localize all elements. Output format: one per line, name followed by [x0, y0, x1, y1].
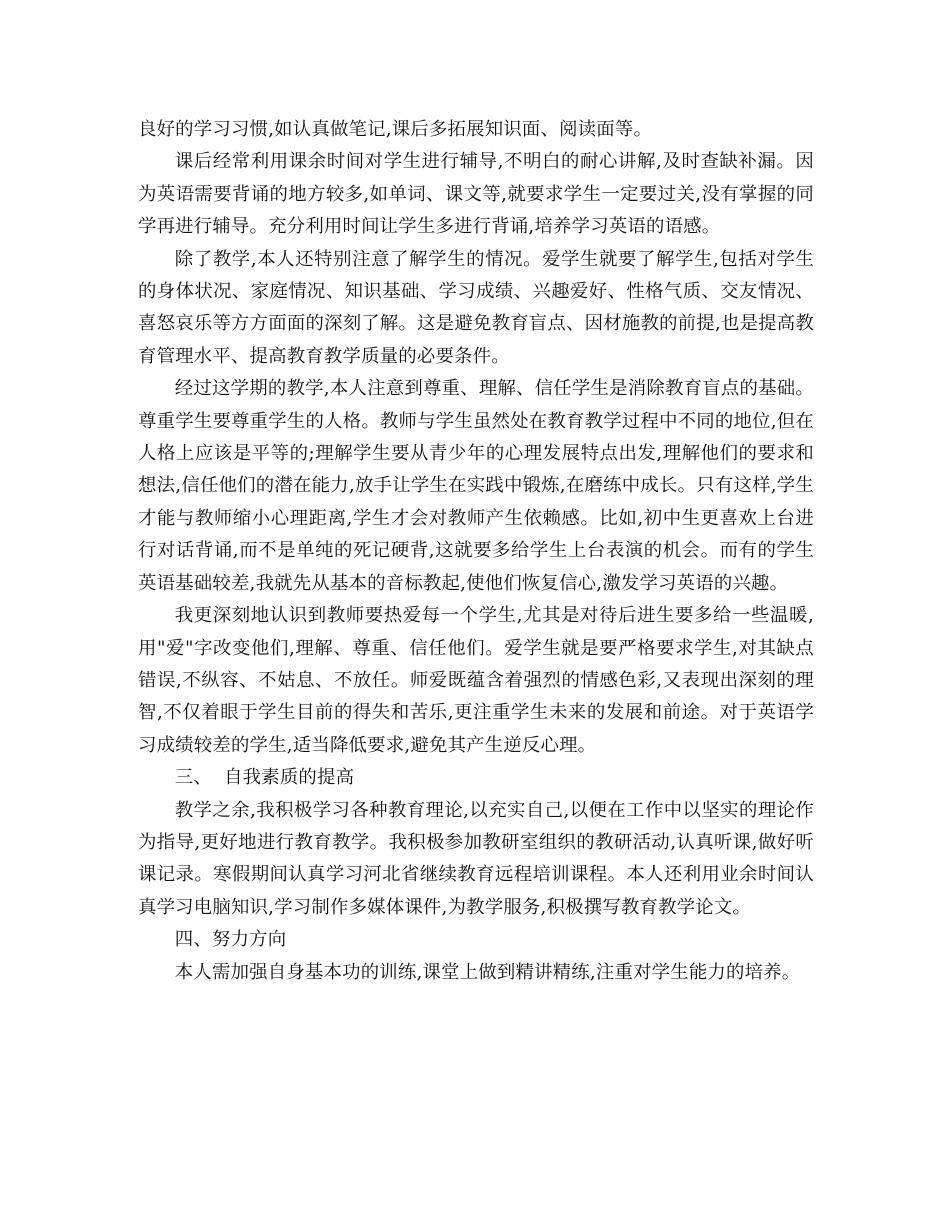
section-heading-self-improvement: 三、 自我素质的提高	[174, 767, 355, 789]
paragraph-direction: 本人需加强自身基本功的训练,课堂上做到精讲精练,注重对学生能力的培养。	[174, 961, 801, 983]
document-page	[138, 114, 814, 989]
section-heading-direction: 四、努力方向	[174, 929, 287, 951]
paragraph-love-students: 我更深刻地认识到教师要热爱每一个学生,尤其是对待后进生要多给一些温暖,用"爱"字改变他们,理解、尊重、信任他们。爱学生就是要严格要求学生,对其缺点错误,不纵容、不姑息、不放任。师爱既蕴含着强烈的情感色彩,又表现出深刻的理智,不仅着眼于学生目前的得失和苦乐,更注重学生未来的发展和前途。对于英语学习成绩较差的学生,适当降低要求,避免其产生逆反心理。	[138, 605, 814, 756]
paragraph-understanding-students: 除了教学,本人还特别注意了解学生的情况。爱学生就要了解学生,包括对学生的身体状况、家庭情况、知识基础、学习成绩、兴趣爱好、性格气质、交友情况、喜怒哀乐等方方面面的深刻了解。这是避免教育盲点、因材施教的前提,也是提高教育管理水平、提高教育教学质量的必要条件。	[138, 248, 814, 367]
paragraph-continuation: 良好的学习习惯,如认真做笔记,课后多拓展知识面、阅读面等。	[138, 119, 653, 140]
paragraph-respect-students: 经过这学期的教学,本人注意到尊重、理解、信任学生是消除教育盲点的基础。尊重学生要尊重学生的人格。教师与学生虽然处在教育教学过程中不同的地位,但在人格上应该是平等的;理解学生要从青少年的心理发展特点出发,理解他们的要求和想法,信任他们的潜在能力,放手让学生在实践中锻炼,在磨练中成长。只有这样,学生才能与教师缩小心理距离,学生才会对教师产生依赖感。比如,初中生更喜欢上台进行对话背诵,而不是单纯的死记硬背,这就要多给学生上台表演的机会。而有的学生英语基础较差,我就先从基本的音标教起,使他们恢复信心,激发学习英语的兴趣。	[138, 378, 814, 594]
paragraph-tutoring: 课后经常利用课余时间对学生进行辅导,不明白的耐心讲解,及时查缺补漏。因为英语需要背诵的地方较多,如单词、课文等,就要求学生一定要过关,没有掌握的同学再进行辅导。充分利用时间让学生多进行背诵,培养学习英语的语感。	[138, 151, 814, 238]
paragraph-self-improvement: 教学之余,我积极学习各种教育理论,以充实自己,以便在工作中以坚实的理论作为指导,更好地进行教育教学。我积极参加教研室组织的教研活动,认真听课,做好听课记录。寒假期间认真学习河北省继续教育远程培训课程。本人还利用业余时间认真学习电脑知识,学习制作多媒体课件,为教学服务,积极撰写教育教学论文。	[138, 799, 814, 918]
